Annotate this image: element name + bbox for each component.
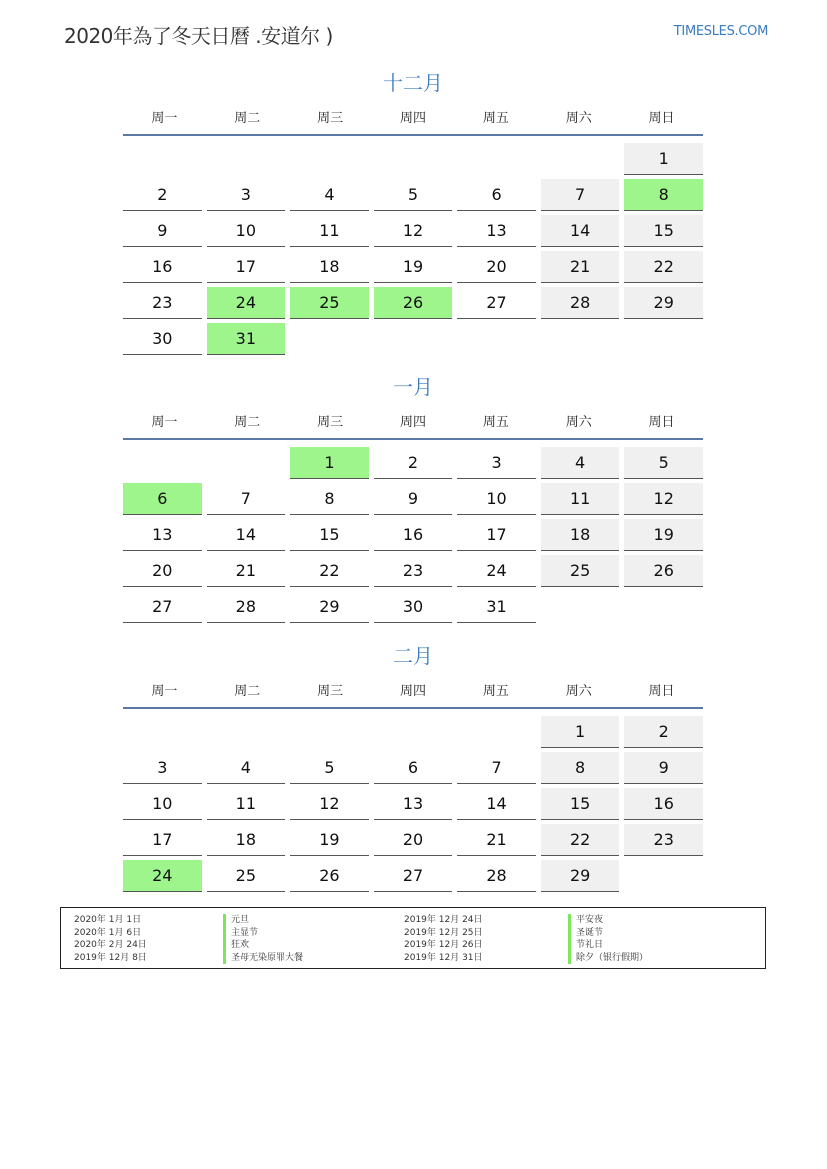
holiday-name: 狂欢	[223, 939, 303, 952]
holiday-date: 2019年 12月 8日	[74, 952, 147, 963]
day-cell: 17	[123, 824, 202, 856]
holiday-name: 圣诞节	[568, 927, 648, 940]
weekday-label: 周日	[648, 111, 675, 126]
month-december	[123, 68, 703, 356]
day-cell: 7	[207, 483, 286, 515]
day-cell-empty	[457, 143, 536, 175]
day-cell-holiday: 25	[290, 287, 369, 319]
month-title: 十二月	[383, 71, 443, 95]
weekday-label: 周五	[482, 111, 509, 126]
day-cell: 16	[123, 251, 202, 283]
day-cell: 11	[207, 788, 286, 820]
day-cell-holiday: 31	[207, 323, 286, 355]
day-cell: 30	[123, 323, 202, 355]
day-cell-weekend: 7	[541, 179, 620, 211]
day-cell: 12	[290, 788, 369, 820]
day-cell: 27	[123, 591, 202, 623]
holiday-name: 除夕（银行假期）	[568, 952, 648, 965]
day-cell-weekend: 26	[624, 555, 703, 587]
day-cell: 29	[290, 591, 369, 623]
day-cell-weekend: 14	[541, 215, 620, 247]
day-cell-empty	[374, 716, 453, 748]
weekday-label: 周五	[482, 684, 509, 699]
day-cell-weekend: 29	[541, 860, 620, 892]
holiday-date: 2019年 12月 25日	[404, 927, 483, 938]
days-grid	[123, 140, 703, 356]
holiday-date: 2019年 12月 26日	[404, 940, 483, 950]
day-cell-weekend: 25	[541, 555, 620, 587]
weekday-label: 周六	[565, 415, 592, 430]
day-cell: 27	[374, 860, 453, 892]
day-cell: 19	[374, 251, 453, 283]
day-cell-empty	[123, 716, 202, 748]
day-cell: 20	[374, 824, 453, 856]
day-cell: 10	[457, 483, 536, 515]
month-january	[123, 372, 703, 624]
holiday-name: 圣母无染原罪大餐	[223, 952, 303, 965]
day-cell: 10	[207, 215, 286, 247]
days-grid	[123, 444, 703, 624]
day-cell-weekend: 15	[541, 788, 620, 820]
weekday-label: 周三	[317, 111, 344, 126]
weekday-label: 周一	[151, 111, 178, 126]
day-cell: 5	[374, 179, 453, 211]
weekday-label: 周日	[648, 415, 675, 430]
day-cell: 28	[457, 860, 536, 892]
weekday-label: 周二	[234, 111, 261, 126]
day-cell-weekend: 11	[541, 483, 620, 515]
day-cell-weekend: 18	[541, 519, 620, 551]
day-cell-weekend: 22	[624, 251, 703, 283]
day-cell: 12	[374, 215, 453, 247]
day-cell: 11	[290, 215, 369, 247]
site-link[interactable]: TIMESLES.COM	[673, 24, 768, 39]
day-cell: 2	[123, 179, 202, 211]
day-cell: 6	[374, 752, 453, 784]
day-cell-weekend: 9	[624, 752, 703, 784]
day-cell-empty	[290, 716, 369, 748]
day-cell-weekend: 4	[541, 447, 620, 479]
day-cell: 27	[457, 287, 536, 319]
day-cell: 13	[457, 215, 536, 247]
legend-dates-right	[404, 914, 483, 964]
page-title: 2020年為了冬天日曆 .安道尔 )	[64, 24, 333, 48]
day-cell-weekend: 2	[624, 716, 703, 748]
day-cell: 22	[290, 555, 369, 587]
weekday-label: 周一	[151, 415, 178, 430]
day-cell-holiday: 8	[624, 179, 703, 211]
weekday-header	[123, 681, 703, 709]
day-cell: 18	[290, 251, 369, 283]
day-cell: 5	[290, 752, 369, 784]
holiday-name: 平安夜	[568, 914, 648, 927]
day-cell-weekend: 29	[624, 287, 703, 319]
holiday-date: 2020年 2月 24日	[74, 940, 147, 950]
day-cell: 2	[374, 447, 453, 479]
day-cell: 3	[123, 752, 202, 784]
day-cell: 28	[207, 591, 286, 623]
weekday-label: 周五	[482, 415, 509, 430]
weekday-label: 周六	[565, 684, 592, 699]
holiday-date: 2019年 12月 31日	[404, 952, 483, 963]
day-cell: 4	[290, 179, 369, 211]
day-cell: 7	[457, 752, 536, 784]
day-cell: 19	[290, 824, 369, 856]
day-cell: 10	[123, 788, 202, 820]
day-cell-weekend: 19	[624, 519, 703, 551]
day-cell: 26	[290, 860, 369, 892]
day-cell-holiday: 1	[290, 447, 369, 479]
day-cell-weekend: 15	[624, 215, 703, 247]
holiday-date: 2020年 1月 6日	[74, 927, 142, 938]
day-cell-empty	[123, 143, 202, 175]
weekday-label: 周二	[234, 684, 261, 699]
day-cell: 15	[290, 519, 369, 551]
weekday-label: 周四	[399, 111, 426, 126]
day-cell-weekend: 23	[624, 824, 703, 856]
day-cell: 20	[457, 251, 536, 283]
weekday-header	[123, 412, 703, 440]
holiday-date: 2020年 1月 1日	[74, 915, 142, 925]
day-cell: 21	[457, 824, 536, 856]
weekday-label: 周一	[151, 684, 178, 699]
day-cell-empty	[290, 143, 369, 175]
day-cell-empty	[207, 143, 286, 175]
day-cell-holiday: 24	[123, 860, 202, 892]
day-cell: 31	[457, 591, 536, 623]
weekday-label: 周日	[648, 684, 675, 699]
day-cell-empty	[207, 447, 286, 479]
day-cell: 23	[374, 555, 453, 587]
day-cell: 18	[207, 824, 286, 856]
day-cell: 4	[207, 752, 286, 784]
day-cell: 20	[123, 555, 202, 587]
month-title: 一月	[393, 375, 433, 399]
day-cell-weekend: 22	[541, 824, 620, 856]
day-cell: 6	[457, 179, 536, 211]
weekday-label: 周四	[399, 415, 426, 430]
day-cell-weekend: 28	[541, 287, 620, 319]
day-cell: 13	[374, 788, 453, 820]
holiday-legend	[60, 907, 766, 969]
day-cell-weekend: 12	[624, 483, 703, 515]
day-cell-empty	[374, 143, 453, 175]
weekday-label: 周三	[317, 684, 344, 699]
day-cell: 3	[457, 447, 536, 479]
day-cell-holiday: 26	[374, 287, 453, 319]
weekday-header	[123, 108, 703, 136]
day-cell: 13	[123, 519, 202, 551]
weekday-label: 周六	[565, 111, 592, 126]
day-cell-weekend: 16	[624, 788, 703, 820]
day-cell: 17	[207, 251, 286, 283]
day-cell: 3	[207, 179, 286, 211]
day-cell: 24	[457, 555, 536, 587]
day-cell: 14	[457, 788, 536, 820]
day-cell-holiday: 6	[123, 483, 202, 515]
day-cell-empty	[541, 143, 620, 175]
day-cell-holiday: 24	[207, 287, 286, 319]
day-cell: 16	[374, 519, 453, 551]
holiday-name: 元旦	[223, 914, 303, 927]
holiday-date: 2019年 12月 24日	[404, 915, 483, 925]
day-cell: 21	[207, 555, 286, 587]
day-cell-empty	[457, 716, 536, 748]
day-cell: 14	[207, 519, 286, 551]
weekday-label: 周四	[399, 684, 426, 699]
day-cell: 30	[374, 591, 453, 623]
day-cell: 17	[457, 519, 536, 551]
month-february	[123, 641, 703, 893]
holiday-name: 节礼日	[568, 939, 648, 952]
days-grid	[123, 713, 703, 893]
weekday-label: 周二	[234, 415, 261, 430]
legend-dates-left	[74, 914, 147, 964]
day-cell-empty	[123, 447, 202, 479]
day-cell-weekend: 1	[541, 716, 620, 748]
day-cell-weekend: 21	[541, 251, 620, 283]
holiday-name: 主显节	[223, 927, 303, 940]
day-cell: 9	[123, 215, 202, 247]
day-cell: 8	[290, 483, 369, 515]
month-title: 二月	[393, 644, 433, 668]
legend-names-right	[568, 914, 648, 964]
day-cell-weekend: 1	[624, 143, 703, 175]
day-cell-empty	[207, 716, 286, 748]
day-cell-weekend: 5	[624, 447, 703, 479]
legend-names-left	[223, 914, 303, 964]
day-cell-weekend: 8	[541, 752, 620, 784]
day-cell: 23	[123, 287, 202, 319]
weekday-label: 周三	[317, 415, 344, 430]
day-cell: 25	[207, 860, 286, 892]
day-cell: 9	[374, 483, 453, 515]
